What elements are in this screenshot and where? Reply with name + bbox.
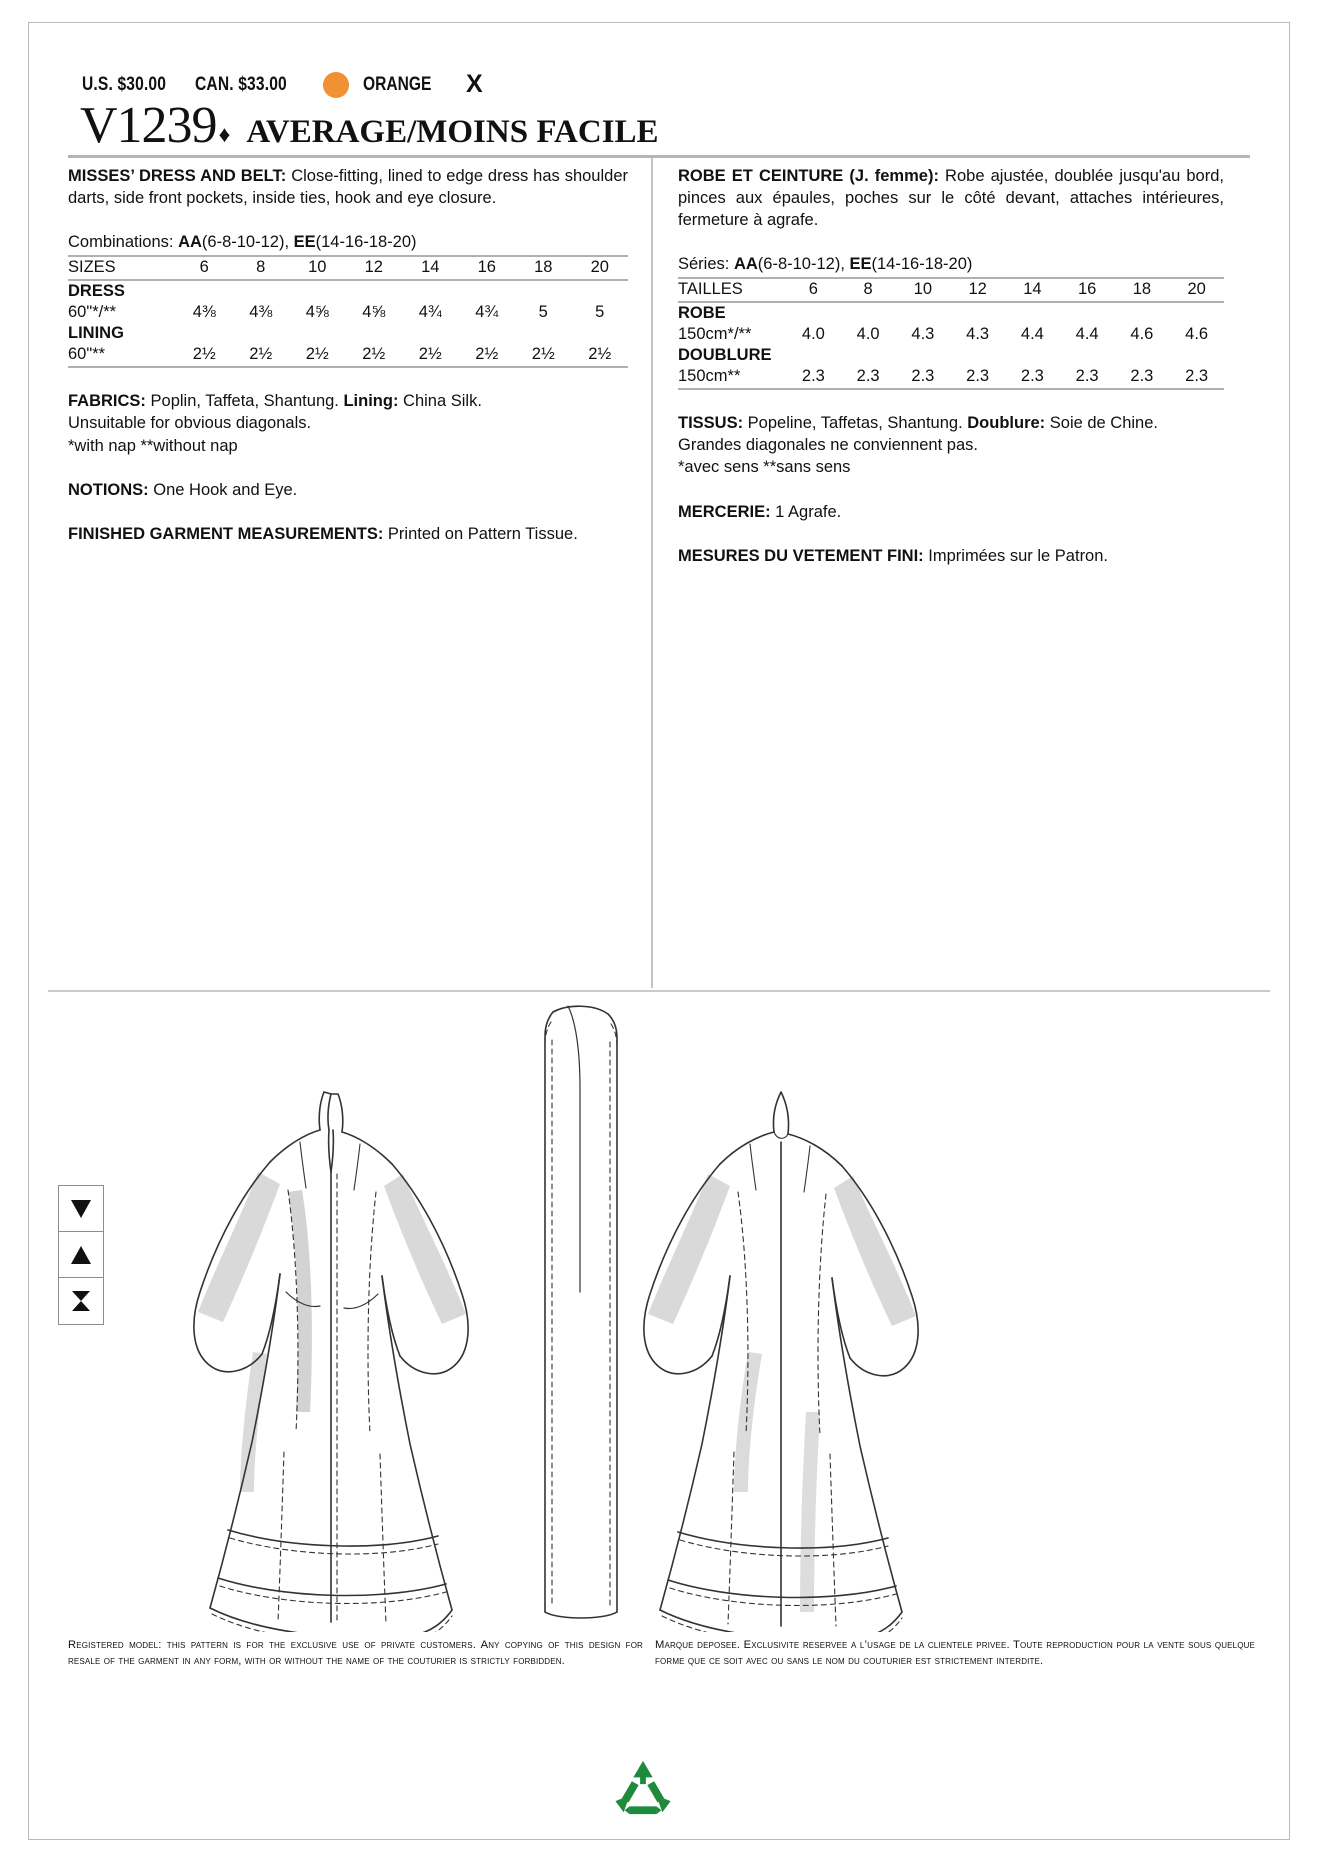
french-lining-text: Soie de Chine. xyxy=(1045,414,1158,433)
belt-illustration xyxy=(545,1006,617,1618)
size-col: 18 xyxy=(1132,280,1152,299)
yardage-cell: 4.6 xyxy=(1185,325,1209,344)
yardage-cell: 2½ xyxy=(176,344,233,367)
group-dress-label: DRESS xyxy=(68,282,125,301)
english-description xyxy=(68,166,628,210)
pattern-number: V1239 xyxy=(80,97,217,154)
yardage-cell: 4⅝ xyxy=(362,303,386,322)
english-size-table xyxy=(68,255,628,368)
yardage-cell: 2.3 xyxy=(950,366,1005,389)
size-col: 12 xyxy=(968,280,987,299)
english-measurements-text: Printed on Pattern Tissue. xyxy=(383,524,578,543)
yardage-cell: 4.3 xyxy=(911,325,935,344)
yardage-cell: 2.3 xyxy=(786,366,841,389)
yardage-cell: 2½ xyxy=(402,344,459,367)
french-fabrics xyxy=(678,412,1224,434)
yardage-cell: 4.0 xyxy=(856,325,880,344)
price-us: U.S. $30.00 xyxy=(82,73,167,95)
french-garment-title: ROBE ET CEINTURE (J. femme): xyxy=(678,167,939,185)
yardage-cell: 2½ xyxy=(459,344,516,367)
english-lining-text: China Silk. xyxy=(398,392,482,411)
french-notions xyxy=(678,501,1224,523)
header-divider xyxy=(68,155,1250,158)
yardage-cell: 4.0 xyxy=(801,325,825,344)
yardage-cell: 4¾ xyxy=(418,303,442,322)
french-combinations xyxy=(678,254,1224,277)
english-column xyxy=(68,166,646,567)
table-row xyxy=(678,345,1224,366)
size-col: 18 xyxy=(534,258,553,277)
yardage-cell: 4⅜ xyxy=(249,303,273,322)
price-row xyxy=(82,70,483,99)
size-group-letter: X xyxy=(466,70,483,98)
dress-width-label: 60"*/** xyxy=(68,303,117,322)
yardage-cell: 2½ xyxy=(289,344,346,367)
english-fabrics-label: FABRICS: xyxy=(68,392,146,411)
yardage-cell: 2.3 xyxy=(896,366,951,389)
size-col: 8 xyxy=(256,258,266,277)
english-fabrics xyxy=(68,390,628,412)
size-col: 12 xyxy=(364,258,383,277)
group-doublure-label: DOUBLURE xyxy=(678,346,772,365)
size-col: 20 xyxy=(590,258,609,277)
diamond-icon: ♦ xyxy=(218,121,231,147)
yardage-cell: 2½ xyxy=(346,344,403,367)
french-fabrics-text: Popeline, Taffetas, Shantung. xyxy=(743,414,968,433)
table-row xyxy=(678,278,1224,302)
yardage-cell: 4⅝ xyxy=(305,303,329,322)
english-measurements xyxy=(68,523,628,545)
dress-front-illustration xyxy=(194,1092,468,1632)
french-lining-label: Doublure: xyxy=(967,414,1046,433)
english-measurements-label: FINISHED GARMENT MEASUREMENTS: xyxy=(68,524,384,543)
yardage-cell: 2.3 xyxy=(841,366,896,389)
french-description-text: Robe ajustée, doublée jusqu'au bord, pinces aux épaules, poches sur le côté devant, attaches intérieures, fermeture à agrafe. xyxy=(678,167,1224,229)
french-measurements-text: Imprimées sur le Patron. xyxy=(923,546,1108,565)
french-combo-ee: EE xyxy=(849,254,872,273)
french-fabrics-note: Grandes diagonales ne conviennent pas. xyxy=(678,436,978,455)
price-can: CAN. $33.00 xyxy=(194,73,287,95)
english-combinations-label: Combinations: xyxy=(68,232,179,251)
size-col: 16 xyxy=(1077,280,1097,299)
english-fabrics-text: Poplin, Taffeta, Shantung. xyxy=(145,392,344,411)
lining-width-label: 60"** xyxy=(68,344,176,367)
size-col: 6 xyxy=(199,258,209,277)
size-col: 10 xyxy=(308,258,327,277)
color-name: ORANGE xyxy=(362,73,431,95)
sizes-header: SIZES xyxy=(68,258,116,277)
french-column xyxy=(646,166,1224,567)
size-col: 10 xyxy=(913,280,933,299)
yardage-cell: 5 xyxy=(595,303,605,322)
size-col: 8 xyxy=(863,280,873,299)
english-combo-aa-sizes: (6-8-10-12), xyxy=(201,232,294,251)
yardage-cell: 4.6 xyxy=(1130,325,1154,344)
yardage-cell: 4.4 xyxy=(1020,325,1044,344)
french-combinations-label: Séries: xyxy=(678,254,734,273)
table-row xyxy=(68,344,628,367)
difficulty-label: AVERAGE/MOINS FACILE xyxy=(246,114,659,150)
table-row xyxy=(68,323,628,344)
french-nap-note: *avec sens **sans sens xyxy=(678,458,851,477)
table-row xyxy=(68,302,628,323)
table-row xyxy=(678,366,1224,389)
recycling-icon xyxy=(612,1758,674,1818)
english-fabrics-note: Unsuitable for obvious diagonals. xyxy=(68,414,312,433)
color-swatch-icon xyxy=(323,72,349,98)
tailles-header: TAILLES xyxy=(678,280,743,299)
french-notions-label: MERCERIE: xyxy=(678,502,771,521)
size-col: 14 xyxy=(1023,280,1042,299)
english-nap-note: *with nap **without nap xyxy=(68,436,238,455)
technical-drawings xyxy=(48,992,1270,1632)
english-lining-label: Lining: xyxy=(343,392,399,411)
yardage-cell: 4.3 xyxy=(966,325,990,344)
table-row xyxy=(678,324,1224,345)
yardage-cell: 5 xyxy=(538,303,548,322)
description-columns xyxy=(68,166,1250,567)
size-col: 16 xyxy=(477,258,496,277)
size-col: 20 xyxy=(1187,280,1206,299)
english-notions xyxy=(68,479,628,501)
english-garment-title: MISSES’ DRESS AND BELT: xyxy=(68,167,287,185)
english-notions-label: NOTIONS: xyxy=(68,480,149,499)
french-measurements xyxy=(678,545,1224,567)
doublure-width-label: 150cm** xyxy=(678,366,786,389)
dress-back-illustration xyxy=(644,1092,918,1632)
english-notions-text: One Hook and Eye. xyxy=(148,480,298,499)
yardage-cell: 2.3 xyxy=(1060,366,1115,389)
english-combo-ee: EE xyxy=(293,232,316,251)
french-combo-aa: AA xyxy=(733,254,758,273)
english-description-text: Close-fitting, lined to edge dress has shoulder darts, side front pockets, inside ties, hook and eye closure. xyxy=(68,167,628,207)
french-fabrics-label: TISSUS: xyxy=(678,414,744,433)
french-combo-aa-sizes: (6-8-10-12), xyxy=(757,254,850,273)
size-col: 14 xyxy=(421,258,440,277)
table-row xyxy=(68,280,628,302)
yardage-cell: 4¾ xyxy=(475,303,499,322)
french-notions-text: 1 Agrafe. xyxy=(770,502,842,521)
french-description xyxy=(678,166,1224,232)
yardage-cell: 2.3 xyxy=(1005,366,1060,389)
yardage-cell: 4⅜ xyxy=(192,303,216,322)
robe-width-label: 150cm*/** xyxy=(678,325,752,344)
french-measurements-label: MESURES DU VETEMENT FINI: xyxy=(678,546,924,565)
english-combo-ee-sizes: (14-16-18-20) xyxy=(315,232,417,251)
yardage-cell: 2½ xyxy=(572,344,629,367)
yardage-cell: 4.4 xyxy=(1075,325,1099,344)
size-col: 6 xyxy=(808,280,818,299)
table-row xyxy=(678,302,1224,324)
yardage-cell: 2½ xyxy=(233,344,290,367)
english-combinations xyxy=(68,232,628,255)
legal-text-french: Marque deposee. Exclusivite reservee a l’usage de la clientele privee. Toute reproduction pour la vente sous quelque forme que ce soit avec ou sans le nom du couturier est strictement interdite. xyxy=(655,1639,1255,1667)
yardage-cell: 2.3 xyxy=(1115,366,1170,389)
pattern-title-row xyxy=(80,97,659,154)
french-combo-ee-sizes: (14-16-18-20) xyxy=(871,254,973,273)
legal-text-english: Registered model: this pattern is for the exclusive use of private customers. Any copying of this design for resale of the garment in any form, with or without the name of the couturier is strictly forbidden. xyxy=(68,1639,643,1667)
french-size-table xyxy=(678,277,1224,390)
yardage-cell: 2½ xyxy=(515,344,572,367)
yardage-cell: 2.3 xyxy=(1169,366,1224,389)
group-robe-label: ROBE xyxy=(678,304,726,323)
table-row xyxy=(68,256,628,280)
english-combo-aa: AA xyxy=(178,232,202,251)
group-lining-label: LINING xyxy=(68,324,124,343)
